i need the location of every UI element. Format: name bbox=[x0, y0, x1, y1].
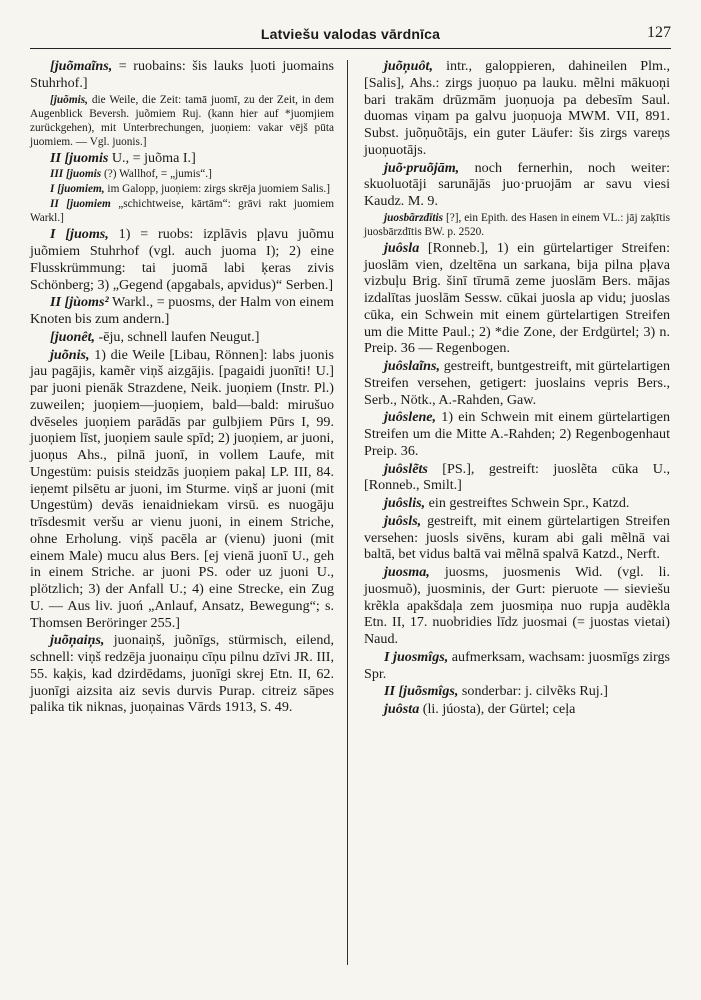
dictionary-entry bbox=[364, 649, 670, 683]
entry-headword: juõ·pruõjām, bbox=[384, 159, 460, 176]
entry-headword: juôslene, bbox=[384, 409, 437, 426]
entry-headword: juõņuôt, bbox=[384, 58, 433, 74]
entry-definition: „schichtweise, kārtām“: grāvi rakt juomiem Warkl.] bbox=[30, 198, 334, 225]
dictionary-entry bbox=[30, 93, 334, 149]
entry-headword: II [juomis bbox=[50, 149, 109, 166]
entry-headword: juosbãrzdītis bbox=[384, 211, 444, 224]
dictionary-entry bbox=[364, 211, 670, 239]
dictionary-entry bbox=[364, 513, 670, 563]
left-column bbox=[30, 58, 334, 717]
entry-headword: II [juõsmîgs, bbox=[384, 683, 459, 700]
dictionary-entry bbox=[364, 701, 670, 718]
dictionary-entry bbox=[30, 294, 334, 328]
entry-definition: sonderbar: j. cilvẽks Ruj.] bbox=[458, 683, 608, 700]
entry-definition: Warkl., = puosms, der Halm von einem Knoten bis zum andern.] bbox=[30, 294, 334, 327]
entry-headword: juôslaĩns, bbox=[384, 358, 441, 374]
entry-headword: II [juomiem bbox=[50, 198, 111, 211]
page-header bbox=[30, 20, 671, 49]
entry-definition: juonaiņš, juõnīgs, stürmisch, eilend, schnell: viņš redzēja juonaiņu cīņu pilnu dzīvi JR. III, 55. kaķis, kad dzirdēdams, juonīgi skrej Etn. II, 62. juonīgi aizsita aiz sevis durvis Purap. citreiz sāpes palika tik niknas, juoņainas Vārds 1913, S. 49. bbox=[30, 632, 334, 716]
dictionary-entry bbox=[30, 150, 334, 167]
dictionary-entry bbox=[364, 461, 670, 495]
entry-definition: juosms, juosmenis Wid. (vgl. li. juosmuõ), juosminis, der Gurt: pieruote — sieviešu krẽkla apakšdaļa zem juosmiņa nuo rupja audẽkla Etn. II, 17. nuobridies līdz juosmai (= juostas vietai) Naud. bbox=[364, 564, 670, 647]
entry-definition: (li. júosta), der Gürtel; ceļa bbox=[419, 701, 576, 717]
dictionary-entry bbox=[30, 58, 334, 92]
dictionary-entry bbox=[30, 226, 334, 293]
dictionary-entry bbox=[30, 197, 334, 225]
dictionary-entry bbox=[364, 495, 670, 512]
entry-definition: gestreift, buntgestreift, mit gürtelartigen Streifen versehen, getigert: juoslains vepris Bers., Serb., Nötk., A.-Rahden, Gaw. bbox=[364, 358, 670, 408]
entry-definition: die Weile, die Zeit: tamā juomī, zu der Zeit, in dem Augenblick Beversh. juõmiem Ruj. (kann hier auf *juomjiem zurückgehen), mit Unterbrechungen, juoņiem: vakar vējš pūta juomiem. — Vgl. juonis.] bbox=[30, 93, 334, 148]
entry-definition: = ruobains: šis lauks ļuoti juomains Stuhrhof.] bbox=[30, 58, 334, 91]
dictionary-entry bbox=[364, 160, 670, 210]
entry-definition: [PS.], gestreift: juoslẽta cūka U., [Ronneb., Smilt.] bbox=[364, 460, 670, 494]
running-title: Latviešu valodas vārdnīca bbox=[260, 26, 441, 42]
entry-headword: juôsla bbox=[384, 239, 420, 256]
entry-headword: II [jùoms² bbox=[50, 294, 109, 311]
dictionary-entry bbox=[30, 329, 334, 346]
entry-definition: noch fernerhin, noch weiter: skuoluotāji sarunājās juo·pruojām ar savu viesi Kaudz. M. 9. bbox=[364, 159, 670, 209]
entry-headword: juõņaiņs, bbox=[50, 632, 105, 649]
dictionary-entry bbox=[364, 358, 670, 408]
entry-definition: -ēju, schnell laufen Neugut.] bbox=[95, 328, 260, 345]
entry-definition: 1) = ruobs: izplāvis pļavu juõmu juõmiem Stuhrhof (vgl. auch juoma I); 2) eine Flusskrümmung: tai juomā labi ķeras zivis Schönberg; 3) „Gegend (apgabals, apvidus)“ Serben.] bbox=[30, 226, 334, 293]
dictionary-entry bbox=[364, 683, 670, 700]
dictionary-entry bbox=[364, 240, 670, 357]
right-column bbox=[364, 58, 670, 719]
dictionary-entry bbox=[364, 409, 670, 459]
entry-headword: juõnis, bbox=[50, 346, 90, 363]
entry-definition: 1) die Weile [Libau, Rönnen]: labs juonis jau pagājis, kamẽr viņš aizgājis. [pagaidi juonīti! U.] par juoni pienāk Strazdene, Neik. juoņiem (Instr. Pl.) zuweilen; juoņiem—juoņiem, bald—bald: mirušuo dvēseles juoņiem parādās par gulbjiem Pūrs I, 99. juoņiem līst, juoņiem saule spīd; 2) juoņiem, ar juoni, juoņus Ahs., pilnā juonī, in vollem Laufe, mit Ungestüm: puisis steidzās juoņiem pakaļ LP. III, 84. ieņemt pilsētu ar juoni, im Sturme. viņš ar juoni (mit Ungestüm) devās ienaidniekam virsū. es nuogāju trīsdesmit veršu ar vienu juoni, in einem Striche, ohne Erholung. viņš pacēla ar (vienu) juoni (mit einem Male) mucu alus Bers. [ej vienā juonī U., geh in einem Striche. ar juoni PS. oder uz juoni U., plötzlich; 3) der Anfall U.; 4) eine Strecke, ein Zug U. — Aus liv. juoń „Anlauf, Ansatz, Bewegung“; s. Thomsen Beröringer 255.] bbox=[30, 346, 334, 631]
entry-headword: [juõmaĩns, bbox=[50, 58, 113, 74]
entry-definition: intr., galoppieren, dahineilen Plm., [Salis], Ahs.: zirgs juoņuo pa lauku. mẽlni mākuoņi bari trakām drūzmām juoņuoja pa debesīm Saul. duomas viņam pa galvu juoņuoja MWM. VII, 891. Subst. juõņuõtājs, ein guter Läufer: šis zirgs vareņs juoņuotājs. bbox=[364, 58, 670, 158]
entry-headword: I [juomiem, bbox=[50, 183, 105, 196]
entry-definition: (?) Wallhof, = „jumis“.] bbox=[101, 168, 212, 181]
entry-definition: [?], ein Epith. des Hasen in einem VL.: jāj zaķītis juosbārzdītis BW. p. 2520. bbox=[364, 211, 670, 238]
dictionary-entry bbox=[30, 182, 334, 196]
entry-definition: [Ronneb.], 1) ein gürtelartiger Streifen: juoslām vien, dzeltēna un sarkana, bija pilna pļava vizbuļu Brig. šinī tīrumā zeme juoslām Bers. mājas izdalītas juoslām Sessw. cūkai juosla ap vidu; juoslas cūka, ein Schwein mit einem gürtelartigen Streifen um die Mitte Paul.; 2) *die Zone, der Erdgürtel; 3) n. Preip. 36 — Regenbogen. bbox=[364, 239, 670, 357]
entry-definition: ein gestreiftes Schwein Spr., Katzd. bbox=[425, 495, 630, 511]
entry-headword: juôsls, bbox=[384, 512, 422, 529]
entry-headword: I [juoms, bbox=[50, 226, 109, 243]
entry-definition: im Galopp, juoņiem: zirgs skrēja juomiem Salis.] bbox=[104, 183, 330, 196]
dictionary-entry bbox=[364, 58, 670, 159]
entry-definition: U., = juõma I.] bbox=[108, 149, 196, 166]
entry-headword: [juonêt, bbox=[50, 328, 96, 345]
dictionary-entry bbox=[30, 347, 334, 632]
entry-headword: juosma, bbox=[384, 564, 430, 580]
page-number: 127 bbox=[647, 24, 671, 41]
entry-headword: I juosmîgs, bbox=[384, 648, 449, 665]
dictionary-entry bbox=[30, 167, 334, 181]
entry-headword: juôslẽts bbox=[384, 460, 428, 477]
entry-definition: aufmerksam, wachsam: juosmīgs zirgs Spr. bbox=[364, 648, 670, 682]
dictionary-entry bbox=[30, 632, 334, 716]
entry-headword: III [juomis bbox=[50, 168, 102, 181]
entry-headword: juôslis, bbox=[384, 495, 426, 511]
entry-definition: 1) ein Schwein mit einem gürtelartigen Streifen um die Mitte A.-Rahden; 2) Regenbogenhaut Preip. 36. bbox=[364, 409, 670, 459]
entry-definition: gestreift, mit einem gürtelartigen Streifen versehen: juosls sivēns, kuram abi gali mẽlnā vai baltā, bet vidus baltā vai mẽlnā spalvā Katzd., Nerft. bbox=[364, 512, 670, 563]
dictionary-entry bbox=[364, 564, 670, 648]
entry-headword: juôsta bbox=[384, 701, 420, 717]
entry-headword: [juõmis, bbox=[50, 93, 88, 106]
column-divider bbox=[347, 60, 348, 965]
